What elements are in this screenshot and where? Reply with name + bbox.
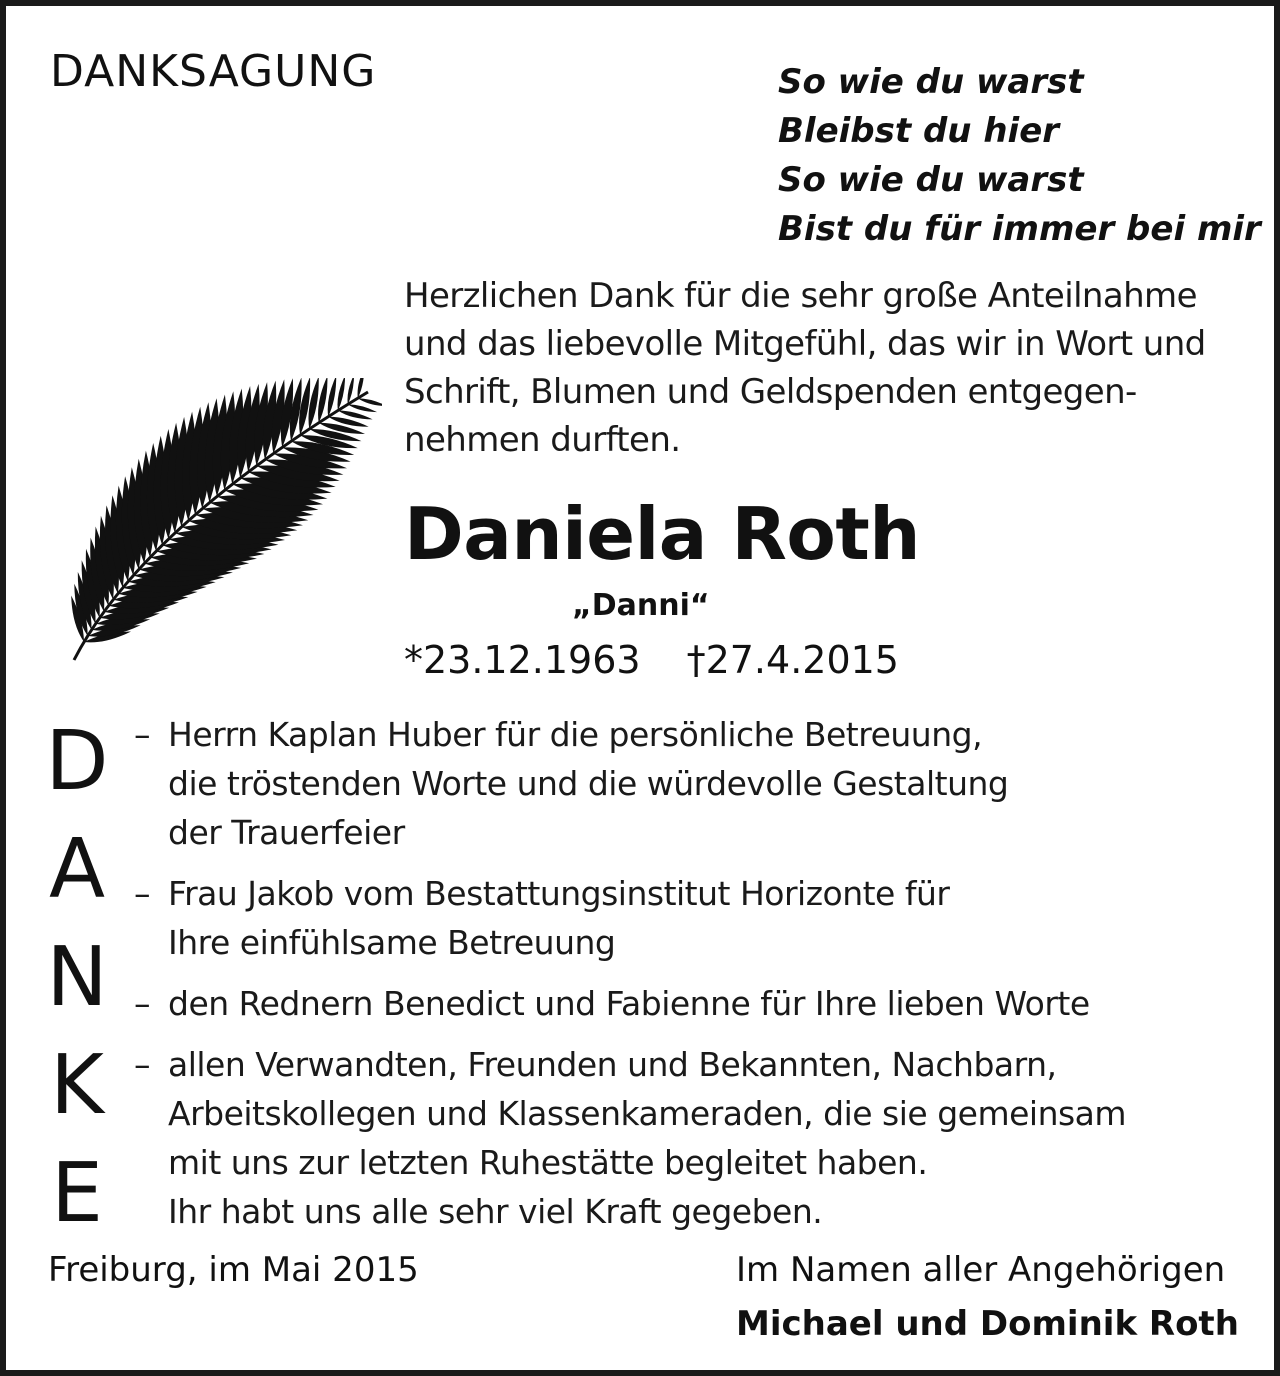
danke-letter: E: [51, 1146, 103, 1241]
intro-line: nehmen durften.: [404, 420, 681, 460]
dash: –: [134, 984, 150, 1023]
dash: –: [134, 715, 150, 754]
thanks-line: Ihr habt uns alle sehr viel Kraft gegeben.: [168, 1192, 823, 1231]
thanks-item: [134, 1040, 1126, 1236]
dash: –: [134, 1045, 150, 1084]
poem-line: So wie du warst: [778, 62, 1084, 102]
page-title: DANKSAGUNG: [50, 46, 377, 97]
danke-letter: K: [50, 1038, 104, 1133]
poem-line: Bist du für immer bei mir: [778, 209, 1261, 249]
thanks-line: Ihre einfühlsame Betreuung: [168, 923, 616, 962]
deceased-name: Daniela Roth: [404, 492, 921, 576]
deceased-nickname: „Danni“: [572, 588, 710, 623]
thanks-line: der Trauerfeier: [168, 813, 405, 852]
danke-letter: N: [46, 930, 108, 1025]
thanks-line: mit uns zur letzten Ruhestätte begleitet haben.: [168, 1143, 928, 1182]
intro-line: Schrift, Blumen und Geldspenden entgegen-: [404, 372, 1137, 412]
signature-names: Michael und Dominik Roth: [736, 1304, 1239, 1344]
poem: [778, 58, 1261, 254]
intro-line: und das liebevolle Mitgefühl, das wir in Wort und: [404, 324, 1206, 364]
poem-line: Bleibst du hier: [778, 111, 1060, 151]
thanks-item: [134, 869, 1126, 967]
thanks-line: Frau Jakob vom Bestattungsinstitut Horizonte für: [168, 874, 950, 913]
thanks-item: [134, 979, 1126, 1028]
thanks-list: [134, 710, 1126, 1248]
thanks-line: die tröstenden Worte und die würdevolle Gestaltung: [168, 764, 1009, 803]
poem-line: So wie du warst: [778, 160, 1084, 200]
intro-line: Herzlichen Dank für die sehr große Anteilnahme: [404, 276, 1197, 316]
intro-text: [404, 272, 1206, 464]
thanks-line: allen Verwandten, Freunden und Bekannten, Nachbarn,: [168, 1045, 1057, 1084]
danke-letter: D: [45, 714, 109, 809]
thanks-item: [134, 710, 1126, 857]
danke-vertical: [42, 708, 112, 1248]
birth-date: *23.12.1963: [404, 638, 641, 682]
signature-intro: Im Namen aller Angehörigen: [736, 1250, 1226, 1290]
thanks-line: den Rednern Benedict und Fabienne für Ihre lieben Worte: [168, 984, 1090, 1023]
thanks-line: Herrn Kaplan Huber für die persönliche Betreuung,: [168, 715, 983, 754]
thanks-line: Arbeitskollegen und Klassenkameraden, die sie gemeinsam: [168, 1094, 1127, 1133]
dash: –: [134, 874, 150, 913]
palm-leaf-icon: [62, 378, 382, 668]
danke-letter: A: [48, 822, 106, 917]
life-dates: [404, 638, 899, 682]
place-date: Freiburg, im Mai 2015: [48, 1250, 419, 1290]
death-date: †27.4.2015: [686, 638, 899, 682]
